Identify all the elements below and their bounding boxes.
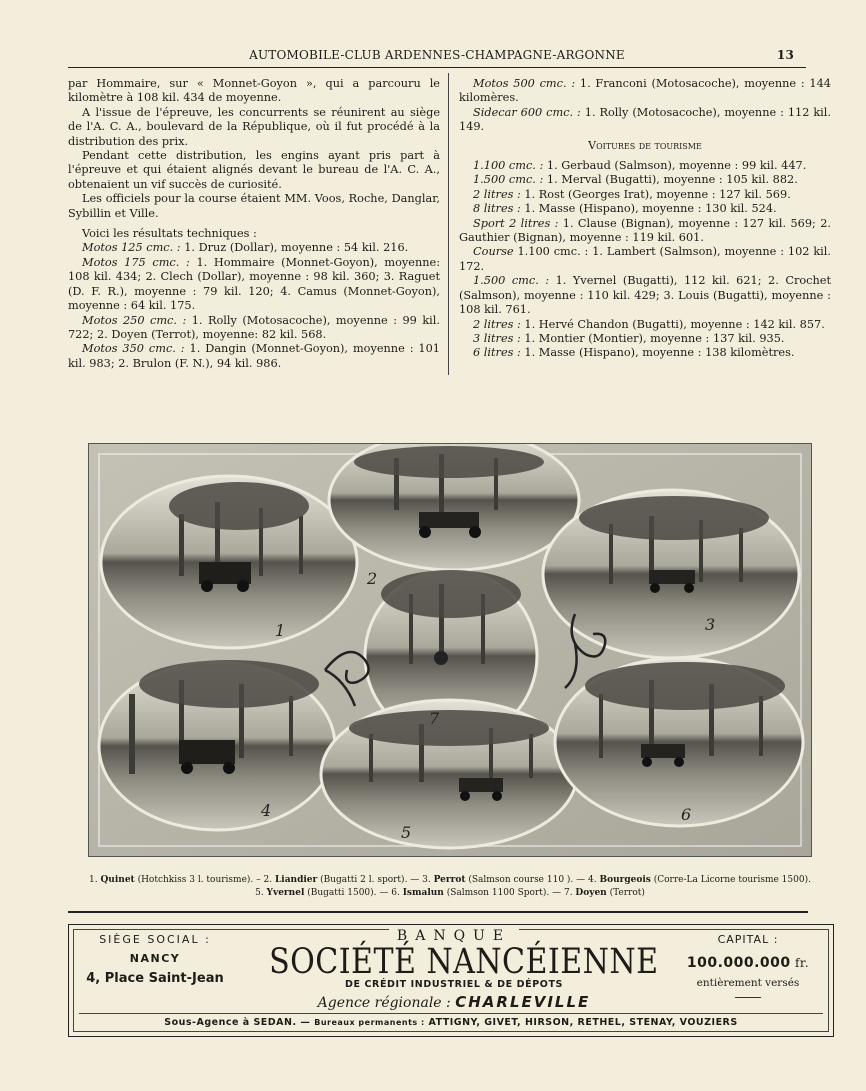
paragraph: Pendant cette distribution, les engins ayant pris part à l'épreuve et qui étaient alignés devant le bureau de l'A. C. A., obtenaient un vif succès de curiosité. [68,149,440,191]
result-entry [459,202,831,216]
capital-divider [735,997,761,998]
result-entry [68,314,440,343]
result-text: 1. Dangin (Monnet-Goyon), moyenne : 101 kil. 983; 2. Brulon (F. N.), 94 kil. 986. [68,342,440,370]
photo-oval-6 [555,658,803,826]
caption-name: Liandier [274,875,318,885]
bank-subtitle: DE CRÉDIT INDUSTRIEL & DE DÉPOTS [345,979,563,990]
capital-amount [673,955,823,971]
caption-text: (Bugatti 2 l. sport). — 3. [317,875,434,885]
result-category: Sidecar 600 cmc. : [473,105,581,119]
photo-caption-line-1 [60,874,840,887]
result-category: Course [473,245,514,259]
result-text: 1. Rost (Georges Irat), moyenne : 127 kil. 569. [520,187,791,201]
result-category: 2 litres : [473,317,521,331]
result-text: 1. Druz (Dollar), moyenne : 54 kil. 216. [180,241,409,255]
result-entry [459,245,831,274]
caption-name: Perrot [433,875,466,885]
caption-text: (Terrot) [606,888,645,898]
photo-number: 5 [401,823,412,842]
photo-montage-drawing [89,444,811,856]
capital-note: entièrement versés [696,977,800,989]
photo-number: 3 [705,615,716,634]
result-entry [68,342,440,371]
result-text: 1.100 cmc. : 1. Lambert (Salmson), moyenne : 102 kil. 172. [459,245,831,273]
caption-text: 5. [255,888,267,898]
photo-oval-5 [321,700,577,848]
result-entry [459,159,831,173]
caption-name: Yvernel [266,888,305,898]
paragraph: par Hommaire, sur « Monnet-Goyon », qui a parcouru le kilomètre à 108 kil. 434 de moyenne. [68,77,440,105]
caption-name: Doyen [575,888,607,898]
caption-text: 1. [89,875,101,885]
photo-caption-line-2 [60,887,840,900]
result-category: Motos 500 cmc. : [473,77,576,90]
banque-label: BANQUE [389,928,519,944]
siege-address: 4, Place Saint-Jean [86,971,224,986]
regional-agency [239,993,669,1011]
result-entry [459,77,831,106]
ad-bank-name-block [239,925,669,1011]
result-category: Motos 350 cmc. : [82,342,185,356]
paragraph: Voici les résultats techniques : [82,227,257,241]
caption-name: Bourgeois [599,875,651,885]
result-text: 1. Masse (Hispano), moyenne : 130 kil. 524. [520,202,777,216]
result-category: Motos 250 cmc. : [82,313,187,327]
ad-top-rule [68,911,808,913]
photo-oval-1 [101,476,357,648]
result-text: 1. Merval (Bugatti), moyenne : 105 kil. 882. [543,173,798,187]
result-entry [68,256,440,314]
capital-unit: fr. [790,956,810,970]
result-entry [459,274,831,317]
result-text: 1. Hervé Chandon (Bugatti), moyenne : 142 kil. 857. [520,317,825,331]
running-title: AUTOMOBILE-CLUB ARDENNES-CHAMPAGNE-ARGONNE [249,48,625,62]
result-text: 1. Franconi (Motosacoche), moyenne : 144 kilomères. [459,77,831,105]
caption-text: (Salmson course 110 ). — 4. [465,875,600,885]
capital-value: 100.000.000 [686,955,791,971]
agency-label: Agence régionale : [317,995,451,1011]
caption-text: (Hotchkiss 3 l. tourisme). – 2. [134,875,275,885]
result-entry [459,106,831,135]
siege-city: NANCY [129,952,181,965]
sub-agency: Sous-Agence à SEDAN. [164,1017,297,1028]
result-category: 2 litres : [473,187,521,201]
result-entry [459,346,831,360]
result-entry [68,241,440,255]
siege-label: SIÈGE SOCIAL : [99,933,211,946]
result-category: 3 litres : [473,331,521,345]
result-category: 1.500 cmc. : [473,274,550,288]
result-text: 1. Yvernel (Bugatti), 112 kil. 621; 2. Crochet (Salmson), moyenne : 110 kil. 429; 3. Louis (Bugatti), moyenne : 108 kil. 761. [459,274,831,317]
result-text: 1. Masse (Hispano), moyenne : 138 kilomètres. [520,346,795,360]
photo-number: 4 [261,801,272,820]
result-entry [459,318,831,332]
result-entry [459,217,831,246]
result-entry [459,173,831,187]
paragraph: Les officiels pour la course étaient MM. Voos, Roche, Danglar, Sybillin et Ville. [68,192,440,220]
result-category: Sport 2 litres : [473,216,559,230]
ad-footer-rule [79,1013,823,1014]
caption-name: Ismalun [402,888,444,898]
caption-text: (Bugatti 1500). — 6. [304,888,403,898]
result-category: 6 litres : [473,346,521,360]
ad-capital [673,933,823,998]
result-text: 1. Clause (Bignan), moyenne : 127 kil. 569; 2. Gauthier (Bignan), moyenne : 119 kil. 601. [459,216,831,245]
result-category: Motos 175 cmc. : [82,255,190,269]
result-entry [459,188,831,202]
photo-number: 1 [275,621,286,640]
result-category: 8 litres : [473,202,521,216]
photo-number: 7 [429,709,440,728]
result-category: 1.500 cmc. : [473,173,544,187]
caption-text: (Salmson 1100 Sport). — 7. [443,888,576,898]
page-number: 13 [776,48,794,62]
bureaux-label: Bureaux permanents : [314,1018,425,1027]
photo-number: 2 [367,569,378,588]
result-text: 1. Hommaire (Monnet-Goyon), moyenne: 108 kil. 434; 2. Clech (Dollar), moyenne : 98 kil. 360; 3. Raguet (D. F. R.), moyenne : 79 kil. 120; 4. Camus (Monnet-Goyon), moyenne : 64 kil. 175. [68,255,441,313]
result-entry [459,332,831,346]
column-divider [448,73,449,375]
footer-separator: — [296,1017,315,1028]
caption-text: (Corre-La Licorne tourisme 1500). [650,875,811,885]
ad-headquarters [79,933,231,986]
agency-city: CHARLEVILLE [455,993,591,1011]
caption-name: Quinet [100,875,135,885]
photo-montage [88,443,812,857]
result-text: 1. Rolly (Motosacoche), moyenne : 99 kil. 722; 2. Doyen (Terrot), moyenne: 82 kil. 568. [68,313,441,341]
bank-advertisement [68,924,834,1037]
paragraph: A l'issue de l'épreuve, les concurrents se réunirent au siège de l'A. C. A., boulevard de la République, où il fut procédé à la distribution des prix. [68,105,440,148]
capital-label: CAPITAL : [717,933,779,946]
result-text: 1. Gerbaud (Salmson), moyenne : 99 kil. 447. [543,159,807,173]
result-text: 1. Montier (Montier), moyenne : 137 kil. 935. [520,331,785,345]
ad-footer [69,1017,833,1028]
left-column [68,77,440,371]
photo-oval-2 [329,444,579,570]
photo-number: 6 [681,805,692,824]
photo-oval-4 [99,660,335,830]
result-category: 1.100 cmc. : [473,159,544,173]
section-heading: Voitures de tourisme [588,138,702,152]
bank-name: SOCIÉTÉ NANCÉIENNE [269,942,659,982]
right-column [459,77,831,361]
photo-oval-3 [543,490,799,658]
result-category: Motos 125 cmc. : [82,241,181,255]
result-text: 1. Rolly (Motosacoche), moyenne : 112 kil. 149. [459,105,831,134]
running-header [68,47,806,68]
bureaux-list: ATTIGNY, GIVET, HIRSON, RETHEL, STENAY, VOUZIERS [424,1017,738,1028]
